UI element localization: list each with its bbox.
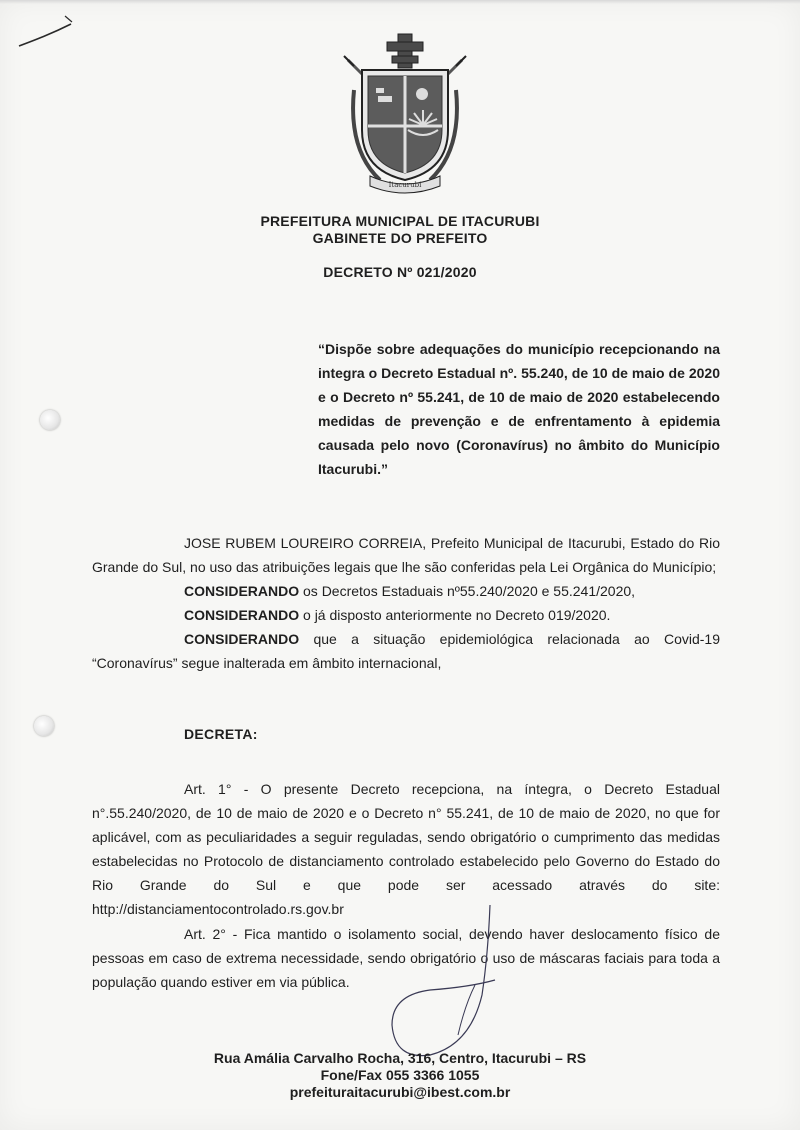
considerando-text: os Decretos Estaduais nº55.240/2020 e 55.241/2020, bbox=[299, 583, 636, 599]
considerando-text: o já disposto anteriormente no Decreto 019/2020. bbox=[299, 607, 611, 623]
office-title: GABINETE DO PREFEITO bbox=[312, 230, 488, 246]
crest-ribbon-text: Itacurubi bbox=[388, 181, 422, 189]
considerando-keyword: CONSIDERANDO bbox=[184, 631, 300, 647]
footer-email: prefeituraitacurubi@ibest.com.br bbox=[289, 1084, 511, 1100]
decreta-heading: DECRETA: bbox=[184, 726, 258, 742]
scan-edge bbox=[0, 0, 800, 4]
signature-icon bbox=[370, 895, 520, 1065]
considerando-keyword: CONSIDERANDO bbox=[184, 583, 300, 599]
footer-phone: Fone/Fax 055 3366 1055 bbox=[320, 1067, 480, 1083]
coat-of-arms-icon bbox=[340, 30, 470, 195]
municipality-title: PREFEITURA MUNICIPAL DE ITACURUBI bbox=[260, 213, 540, 229]
decree-summary: “Dispõe sobre adequações do município recepcionando na integra o Decreto Estadual nº. 55.240, de 10 de maio de 2020 e o Decreto nº 55.241, de 10 de maio de 2020 estabelecendo medidas de prevenção e de enfrentamento à epidemia causada pelo novo (Coronavírus) no âmbito do Município Itacurubi.” bbox=[318, 341, 720, 477]
considerando-paragraph bbox=[92, 603, 720, 627]
decree-number: DECRETO Nº 021/2020 bbox=[323, 264, 477, 280]
pen-mark-icon bbox=[15, 10, 75, 50]
considerando-keyword: CONSIDERANDO bbox=[184, 607, 300, 623]
considerando-paragraph bbox=[92, 627, 720, 675]
punch-hole bbox=[40, 410, 60, 430]
article-2: Art. 2° - Fica mantido o isolamento social, devendo haver deslocamento físico de pessoas em caso de extrema necessidade, sendo obrigatório o uso de máscaras faciais para toda a população quando estiver em via pública. bbox=[92, 926, 720, 990]
article-1: Art. 1° - O presente Decreto recepciona, na íntegra, o Decreto Estadual n°.55.240/2020, de 10 de maio de 2020 e o Decreto n° 55.241, de 10 de maio de 2020, no que for aplicável, com as peculiaridades a seguir reguladas, sendo obrigatório o cumprimento das medidas estabelecidas no Protocolo de distanciamento controlado estabelecido pelo Governo do Estado do Rio Grande do Sul e que pode ser acessado através do site: http://distanciamentocontrolado.rs.gov.br bbox=[92, 781, 720, 917]
footer-address: Rua Amália Carvalho Rocha, 316, Centro, Itacurubi – RS bbox=[213, 1050, 587, 1066]
preamble-paragraph: JOSE RUBEM LOUREIRO CORREIA, Prefeito Municipal de Itacurubi, Estado do Rio Grande do Sul, no uso das atribuições legais que lhe são conferidas pela Lei Orgânica do Município; bbox=[92, 535, 720, 575]
punch-hole bbox=[34, 716, 54, 736]
considerando-paragraph bbox=[92, 579, 720, 603]
considerando-text: que a situação epidemiológica relacionada ao Covid-19 “Coronavírus” segue inalterada em âmbito internacional, bbox=[92, 631, 720, 671]
